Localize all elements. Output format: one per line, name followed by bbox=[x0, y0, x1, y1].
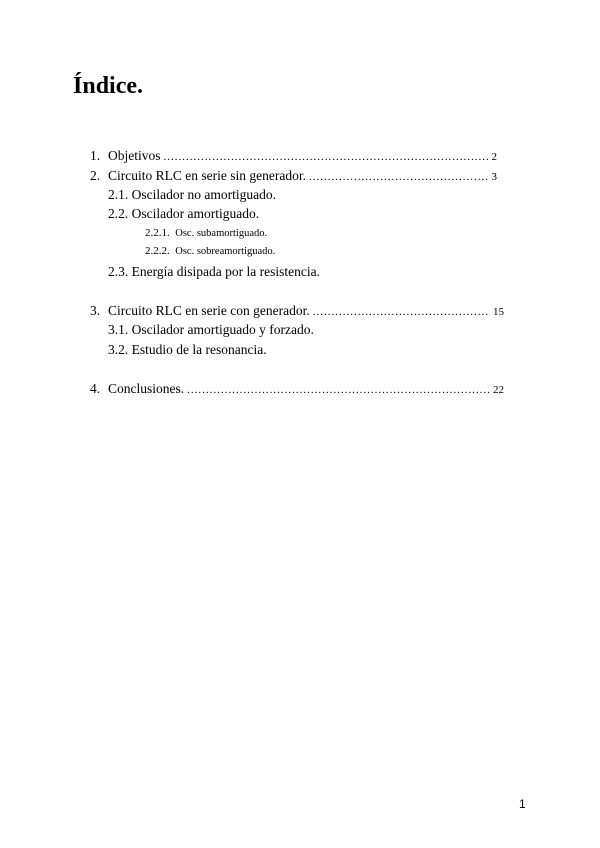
toc-entry-page: 3 bbox=[491, 171, 497, 183]
toc-entry-sobreamortiguado[interactable] bbox=[145, 245, 275, 257]
toc-entry-label: Energía disipada por la resistencia. bbox=[131, 264, 320, 279]
toc-entry-oscilador-amortiguado[interactable] bbox=[108, 206, 259, 222]
toc-entry-number: 2.1. bbox=[108, 187, 129, 202]
toc-entry-label: Oscilador amortiguado. bbox=[131, 206, 260, 221]
toc-entry-number: 2.2.1. bbox=[145, 227, 170, 239]
toc-entry-label: Circuito RLC en serie con generador. bbox=[108, 303, 310, 318]
toc-entry-label: Circuito RLC en serie sin generador. bbox=[108, 168, 306, 183]
toc-entry-number: 3.1. bbox=[108, 322, 129, 337]
toc-entry-page: 22 bbox=[493, 384, 504, 396]
toc-entry-rlc-sin-generador[interactable] bbox=[90, 168, 497, 184]
toc-entry-number: 4. bbox=[90, 381, 101, 396]
toc-entry-label: Osc. subamortiguado. bbox=[175, 228, 268, 239]
toc-entry-label: Conclusiones. bbox=[108, 381, 185, 396]
toc-entry-number: 2.2.2. bbox=[145, 245, 170, 257]
toc-entry-label: Osc. sobreamortiguado. bbox=[175, 246, 276, 257]
toc-leader-dots bbox=[187, 384, 490, 396]
toc-entry-objetivos[interactable] bbox=[90, 148, 497, 164]
toc-entry-label: Objetivos bbox=[108, 148, 161, 163]
toc-leader-dots bbox=[164, 151, 489, 163]
toc-entry-number: 1. bbox=[90, 148, 101, 163]
toc-entry-subamortiguado[interactable] bbox=[145, 227, 267, 239]
toc-entry-label: Oscilador amortiguado y forzado. bbox=[131, 322, 314, 337]
toc-entry-number: 2.2. bbox=[108, 206, 129, 221]
toc-entry-page: 2 bbox=[491, 151, 497, 163]
page-title: Índice. bbox=[73, 73, 144, 99]
toc-entry-number: 3. bbox=[90, 303, 101, 318]
toc-entry-number: 2.3. bbox=[108, 264, 129, 279]
toc-entry-page: 15 bbox=[493, 306, 504, 318]
toc-entry-amortiguado-forzado[interactable] bbox=[108, 322, 314, 338]
toc-leader-dots bbox=[313, 306, 490, 318]
toc-entry-number: 2. bbox=[90, 168, 101, 183]
toc-entry-label: Estudio de la resonancia. bbox=[131, 342, 267, 357]
toc-entry-energia-disipada[interactable] bbox=[108, 264, 320, 280]
toc-entry-number: 3.2. bbox=[108, 342, 129, 357]
toc-entry-rlc-con-generador[interactable] bbox=[90, 303, 504, 319]
toc-leader-dots bbox=[309, 171, 489, 183]
toc-entry-oscilador-no-amortiguado[interactable] bbox=[108, 187, 276, 203]
toc-entry-label: Oscilador no amortiguado. bbox=[131, 187, 276, 202]
toc-entry-conclusiones[interactable] bbox=[90, 381, 504, 397]
toc-entry-resonancia[interactable] bbox=[108, 342, 267, 358]
page-number: 1 bbox=[519, 797, 526, 811]
